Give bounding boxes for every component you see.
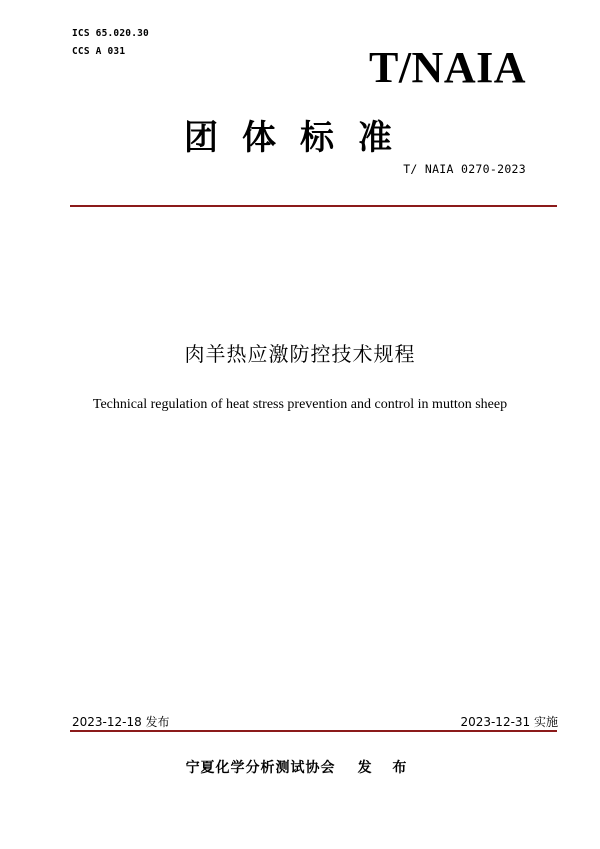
- implementation-date: 2023-12-31 实施: [460, 715, 558, 729]
- document-type: 团体标准: [184, 118, 416, 158]
- title-chinese: 肉羊热应激防控技术规程: [184, 342, 416, 366]
- issuer-name: 宁夏化学分析测试协会: [185, 760, 336, 776]
- standard-number: T/ NAIA 0270-2023: [403, 162, 526, 176]
- bottom-divider: [70, 730, 557, 732]
- publish-label: 发 布: [357, 760, 415, 776]
- ccs-code: CCS A 031: [72, 46, 126, 57]
- issue-date: 2023-12-18 发布: [72, 715, 170, 729]
- association-logo: T/NAIA: [368, 43, 526, 92]
- title-english: Technical regulation of heat stress prevention and control in mutton sheep: [92, 397, 508, 412]
- issuer-line: [0, 757, 600, 777]
- top-divider: [70, 205, 557, 207]
- ics-code: ICS 65.020.30: [72, 28, 149, 39]
